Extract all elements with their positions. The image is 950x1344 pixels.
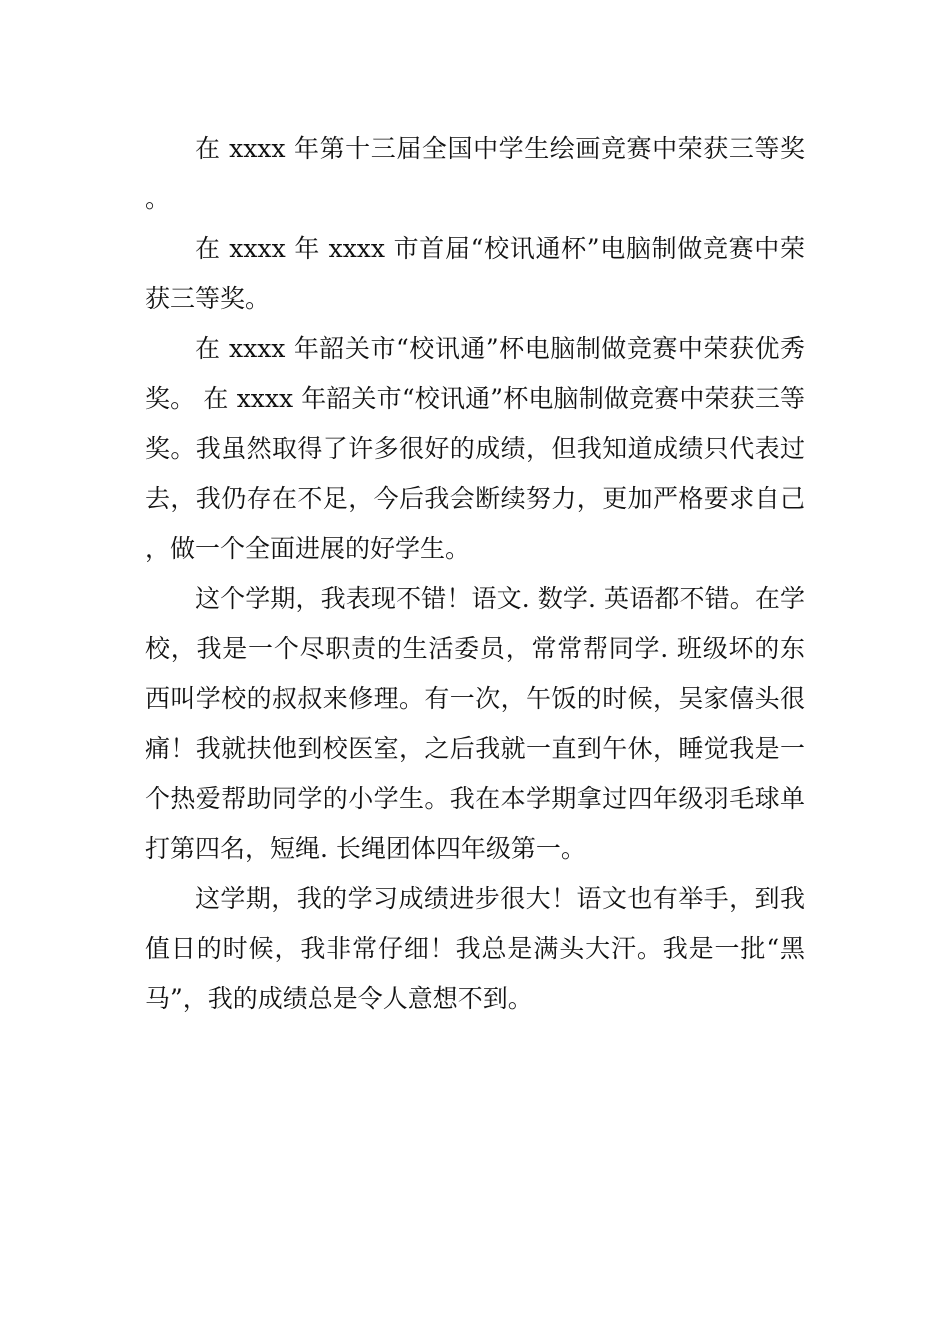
paragraph-4: 这个学期，我表现不错！语文. 数学. 英语都不错。在学校，我是一个尽职责的生活委员，常常帮同学. 班级坏的东西叫学校的叔叔来修理。有一次，午饭的时候，吴家僖头很痛！我就扶他到校医室，之后我就一直到午休，睡觉我是一个热爱帮助同学的小学生。我在本学期拿过四年级羽毛球单打第四名，短绳. 长绳团体四年级第一。 [145,584,805,863]
paragraph-5: 这学期，我的学习成绩进步很大！语文也有举手，到我值日的时候，我非常仔细！我总是满头大汗。我是一批“黑马”，我的成绩总是令人意想不到。 [145,884,805,1013]
paragraph-3: 在 xxxx 年韶关市“校讯通”杯电脑制做竞赛中荣获优秀奖。 在 xxxx 年韶关市“校讯通”杯电脑制做竞赛中荣获三等奖。我虽然取得了许多很好的成绩，但我知道成绩只代表过去，我仍存在不足，今后我会断续努力，更加严格要求自己，做一个全面进展的好学生。 [145,334,805,563]
document-body [145,124,805,1024]
paragraph-1: 在 xxxx 年第十三届全国中学生绘画竞赛中荣获三等奖。 [145,134,805,213]
paragraph-2: 在 xxxx 年 xxxx 市首届“校讯通杯”电脑制做竞赛中荣获三等奖。 [145,234,805,313]
